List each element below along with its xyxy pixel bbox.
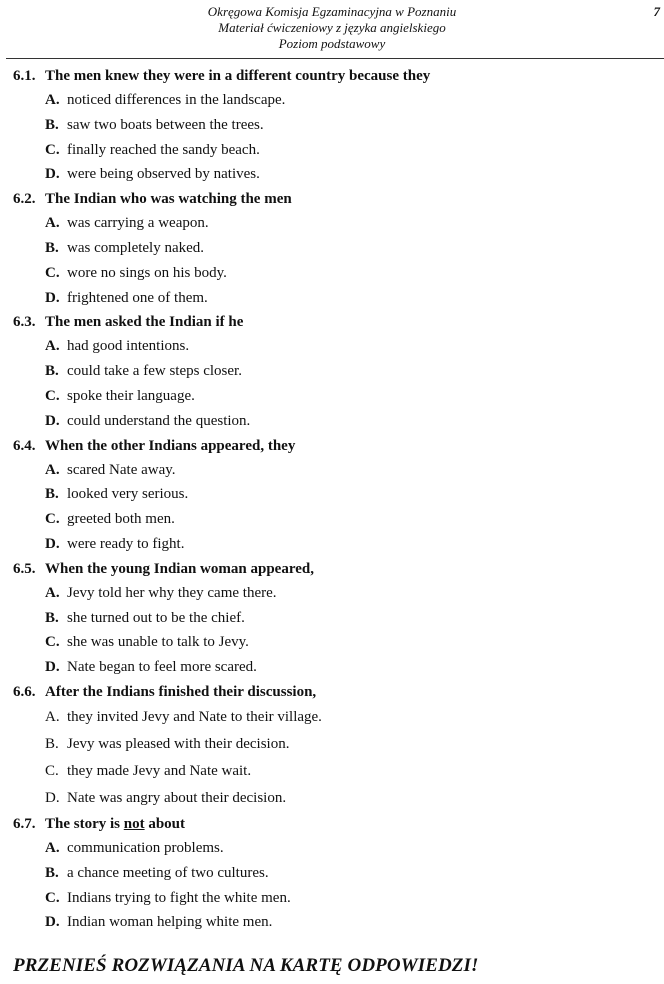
question-number: 6.4. [13,437,36,454]
option-text: Jevy was pleased with their decision. [67,735,290,752]
option-a[interactable] [13,581,658,606]
option-d[interactable] [13,785,658,812]
question-stem [13,187,658,211]
option-text: could take a few steps closer. [67,363,242,380]
question-6-5 [13,557,658,680]
question-text: The Indian who was watching the men [45,191,292,208]
option-letter: D. [45,166,60,183]
question-6-3 [13,310,658,433]
option-text: was completely naked. [67,239,205,256]
question-text: After the Indians finished their discussion, [45,683,317,700]
option-a[interactable] [13,458,658,483]
question-stem [13,310,658,334]
option-d[interactable] [13,409,658,434]
option-text: Indians trying to fight the white men. [67,889,291,906]
option-text: Jevy told her why they came there. [67,584,277,601]
question-number: 6.7. [13,815,36,832]
option-letter: A. [45,461,60,478]
option-text: looked very serious. [67,486,189,503]
option-letter: A. [45,584,60,601]
option-text: she was unable to talk to Jevy. [67,634,249,651]
question-6-7 [13,812,658,935]
question-text-after: about [148,815,186,832]
question-stem [13,812,658,836]
option-text: was carrying a weapon. [67,215,209,232]
option-text: she turned out to be the chief. [67,609,245,626]
option-text: could understand the question. [67,412,251,429]
option-letter: B. [45,735,59,752]
question-text-emphasis: not [123,815,145,832]
option-text: they made Jevy and Nate wait. [67,762,252,779]
page-header [0,4,664,54]
option-c[interactable] [13,886,658,911]
question-text: The men knew they were in a different country because they [45,68,431,84]
header-divider [6,58,664,59]
question-number: 6.3. [13,314,36,331]
option-c[interactable] [13,507,658,532]
option-text: saw two boats between the trees. [67,116,264,133]
question-stem [13,680,658,704]
question-number: 6.6. [13,683,36,700]
option-text: Nate began to feel more scared. [67,659,257,676]
option-text: were being observed by natives. [67,166,260,183]
option-c[interactable] [13,384,658,409]
question-text: When the young Indian woman appeared, [45,560,314,577]
option-letter: B. [45,363,59,380]
option-a[interactable] [13,704,658,731]
question-stem [13,64,658,88]
header-text [0,4,664,52]
transfer-answers-instruction: PRZENIEŚ ROZWIĄZANIA NA KARTĘ ODPOWIEDZI! [13,955,479,976]
option-b[interactable] [13,482,658,507]
question-text: The men asked the Indian if he [45,314,244,331]
option-b[interactable] [13,236,658,261]
question-6-2 [13,187,658,310]
option-letter: B. [45,116,59,133]
header-line-level: Poziom podstawowy [278,36,386,51]
option-letter: C. [45,387,60,404]
header-line-institution: Okręgowa Komisja Egzaminacyjna w Poznaniu [207,4,457,19]
option-letter: B. [45,486,59,503]
option-a[interactable] [13,836,658,861]
option-letter: D. [45,914,60,931]
question-stem [13,434,658,458]
option-b[interactable] [13,861,658,886]
header-line-material: Materiał ćwiczeniowy z języka angielskiego [218,20,446,35]
questions-list [13,64,658,935]
option-letter: A. [45,839,60,856]
option-letter: C. [45,141,60,158]
page-number: 7 [653,4,660,19]
option-text: noticed differences in the landscape. [67,92,286,108]
option-a[interactable] [13,211,658,236]
option-letter: D. [45,412,60,429]
question-text-before: The story is [45,815,120,832]
question-text: When the other Indians appeared, they [45,437,296,454]
option-a[interactable] [13,334,658,359]
option-text: they invited Jevy and Nate to their village. [67,708,322,725]
option-text: had good intentions. [67,338,190,355]
option-b[interactable] [13,359,658,384]
option-text: finally reached the sandy beach. [67,141,260,158]
option-text: spoke their language. [67,387,195,404]
option-text: greeted both men. [67,511,175,528]
question-number: 6.5. [13,560,36,577]
option-text: were ready to fight. [67,535,185,552]
option-b[interactable] [13,113,658,138]
option-c[interactable] [13,630,658,655]
option-letter: D. [45,789,60,806]
option-d[interactable] [13,162,658,187]
option-letter: D. [45,659,60,676]
option-text: communication problems. [67,839,224,856]
option-c[interactable] [13,138,658,163]
option-letter: B. [45,239,59,256]
option-d[interactable] [13,655,658,680]
option-text: scared Nate away. [67,461,176,478]
question-6-1 [13,64,658,187]
option-letter: C. [45,634,60,651]
option-c[interactable] [13,758,658,785]
option-a[interactable] [13,88,658,113]
question-number: 6.1. [13,68,36,84]
option-text: frightened one of them. [67,289,208,306]
option-b[interactable] [13,731,658,758]
question-number: 6.2. [13,191,36,208]
option-d[interactable] [13,286,658,311]
option-letter: A. [45,215,60,232]
option-d[interactable] [13,532,658,557]
question-stem [13,557,658,581]
option-letter: A. [45,338,60,355]
option-letter: C. [45,264,60,281]
option-d[interactable] [13,910,658,935]
question-6-6 [13,680,658,812]
option-letter: C. [45,889,60,906]
option-letter: C. [45,511,60,528]
option-text: Indian woman helping white men. [67,914,273,931]
option-text: Nate was angry about their decision. [67,789,287,806]
question-6-4 [13,434,658,557]
option-letter: D. [45,289,60,306]
option-letter: A. [45,708,60,725]
option-text: wore no sings on his body. [67,264,227,281]
option-letter: B. [45,609,59,626]
option-c[interactable] [13,261,658,286]
option-letter: C. [45,762,59,779]
option-b[interactable] [13,606,658,631]
option-letter: A. [45,92,60,108]
option-letter: B. [45,864,59,881]
option-text: a chance meeting of two cultures. [67,864,269,881]
option-letter: D. [45,535,60,552]
